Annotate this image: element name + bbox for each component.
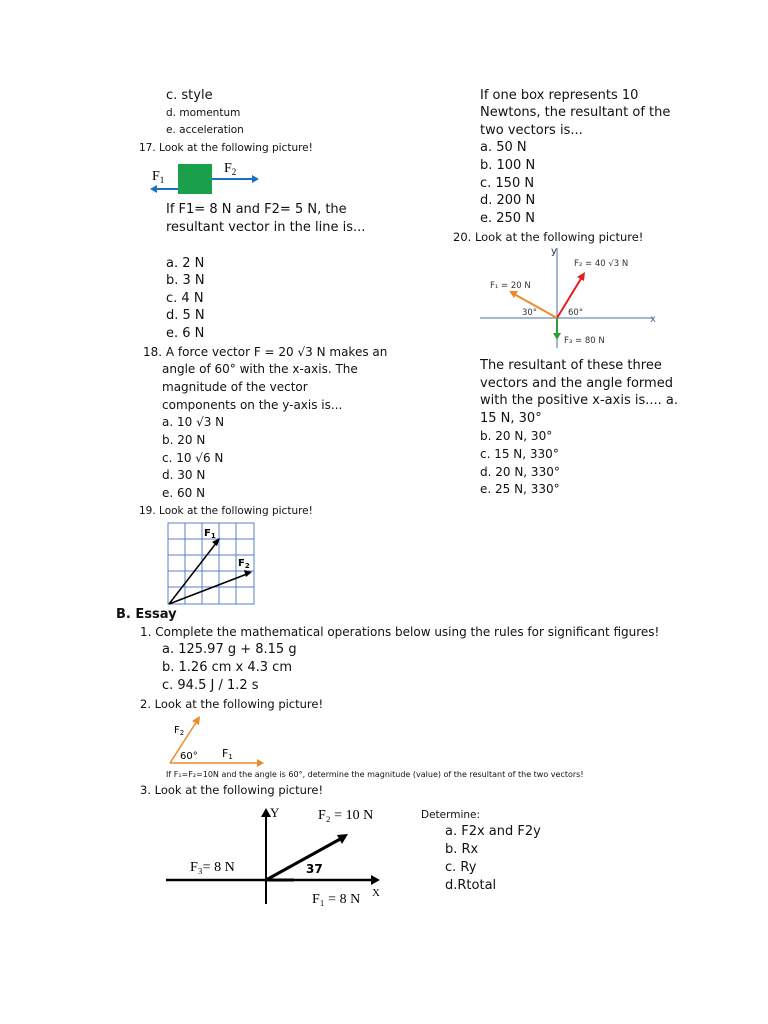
f2-label: $F_2$: [238, 558, 250, 570]
q17-figure: [140, 158, 270, 198]
q18-line-1: 18. A force vector F = 20 √3 N makes an: [143, 345, 388, 359]
q17-option-d: d. 5 N: [166, 308, 205, 323]
q17-option-b: b. 3 N: [166, 273, 205, 288]
f3-label: F₃ = 80 N: [564, 336, 605, 346]
q18-option-a: a. 10 √3 N: [162, 415, 225, 429]
q20-option-e: e. 25 N, 330°: [480, 482, 560, 496]
angle-label: 60°: [180, 751, 198, 762]
question-19-prompt: 19. Look at the following picture!: [139, 505, 313, 517]
option-e-acceleration: e. acceleration: [166, 124, 244, 136]
q20-text-line-2: vectors and the angle formed: [480, 376, 673, 391]
f3-label: F₃= 8 N: [190, 860, 235, 875]
q18-line-2: angle of 60° with the x-axis. The: [162, 362, 358, 376]
determine-item-b: b. Rx: [445, 842, 479, 857]
x-axis-label: x: [650, 314, 656, 325]
essay-q2: 2. Look at the following picture!: [140, 697, 324, 711]
f2-label: $F_2$: [174, 725, 185, 737]
determine-item-c: c. Ry: [445, 860, 477, 875]
f1-label: $F_1$: [204, 528, 216, 540]
q20-option-b: b. 20 N, 30°: [480, 429, 553, 443]
f1-label: $F_1$: [152, 169, 165, 185]
q17-option-e: e. 6 N: [166, 326, 205, 341]
q18-line-3: magnitude of the vector: [162, 380, 308, 394]
y-axis-label: Y: [270, 805, 280, 820]
angle-30-label: 30°: [522, 308, 538, 318]
essay-q3-figure: [166, 800, 386, 908]
option-c-style: c. style: [166, 88, 213, 103]
angle-60-label: 60°: [568, 308, 584, 318]
f1-label: F1: [222, 747, 233, 761]
q19-option-b: b. 100 N: [480, 158, 536, 173]
q19-option-e: e. 250 N: [480, 211, 535, 226]
f1-label: F₁ = 20 N: [490, 281, 531, 291]
f2-label: F₂ = 40 √3 N: [574, 259, 629, 269]
q18-line-4: components on the y-axis is...: [162, 398, 343, 412]
essay-q1-item-a: a. 125.97 g + 8.15 g: [162, 642, 297, 657]
q20-text-line-3: with the positive x-axis is.... a.: [480, 393, 679, 408]
f1-label: F₁ = 8 N: [312, 892, 361, 907]
q17-option-c: c. 4 N: [166, 291, 204, 306]
determine-item-a: a. F2x and F2y: [445, 824, 541, 839]
essay-q1-item-b: b. 1.26 cm x 4.3 cm: [162, 660, 292, 675]
essay-q2-text: If F₁=F₂=10N and the angle is 60°, determine the magnitude (value) of the resultant of the two vectors!: [166, 770, 584, 779]
f2-vector: [266, 838, 342, 880]
q19-option-d: d. 200 N: [480, 193, 536, 208]
q20-option-c: c. 15 N, 330°: [480, 447, 559, 461]
q19-option-c: c. 150 N: [480, 176, 535, 191]
f2-label: $F_2$: [224, 161, 237, 177]
essay-q2-figure: [162, 712, 272, 768]
q17-text-line-2: resultant vector in the line is...: [166, 220, 366, 235]
q17-option-a: a. 2 N: [166, 256, 205, 271]
x-axis-label: X: [372, 887, 380, 899]
y-axis-label: y: [551, 246, 557, 257]
q20-text-line-1: The resultant of these three: [480, 358, 662, 373]
q19-option-a: a. 50 N: [480, 140, 527, 155]
f2-label: F₂ = 10 N: [318, 808, 374, 823]
q18-option-c: c. 10 √6 N: [162, 451, 224, 465]
essay-q1-item-c: c. 94.5 J / 1.2 s: [162, 678, 259, 693]
q18-option-e: e. 60 N: [162, 486, 206, 500]
essay-q3: 3. Look at the following picture!: [140, 783, 324, 797]
q18-option-d: d. 30 N: [162, 468, 206, 482]
q20-option-a: 15 N, 30°: [480, 411, 542, 426]
q18-option-b: b. 20 N: [162, 433, 206, 447]
determine-item-d: d.Rtotal: [445, 878, 497, 893]
angle-label: 37: [306, 862, 323, 876]
q19-text-line-1: If one box represents 10: [480, 88, 639, 103]
q17-text-line-1: If F1= 8 N and F2= 5 N, the: [166, 202, 347, 217]
q20-vector-figure: [478, 244, 658, 350]
q19-text-line-3: two vectors is...: [480, 123, 583, 138]
determine-label: Determine:: [421, 809, 481, 821]
question-17-prompt: 17. Look at the following picture!: [139, 142, 313, 154]
option-d-momentum: d. momentum: [166, 107, 241, 119]
q20-option-d: d. 20 N, 330°: [480, 465, 560, 479]
q19-grid-figure: [167, 522, 257, 606]
question-20-prompt: 20. Look at the following picture!: [453, 230, 644, 244]
essay-heading: B. Essay: [116, 607, 177, 622]
essay-q1: 1. Complete the mathematical operations below using the rules for significant figures!: [140, 625, 660, 639]
q19-text-line-2: Newtons, the resultant of the: [480, 105, 671, 120]
green-box: [178, 164, 212, 194]
